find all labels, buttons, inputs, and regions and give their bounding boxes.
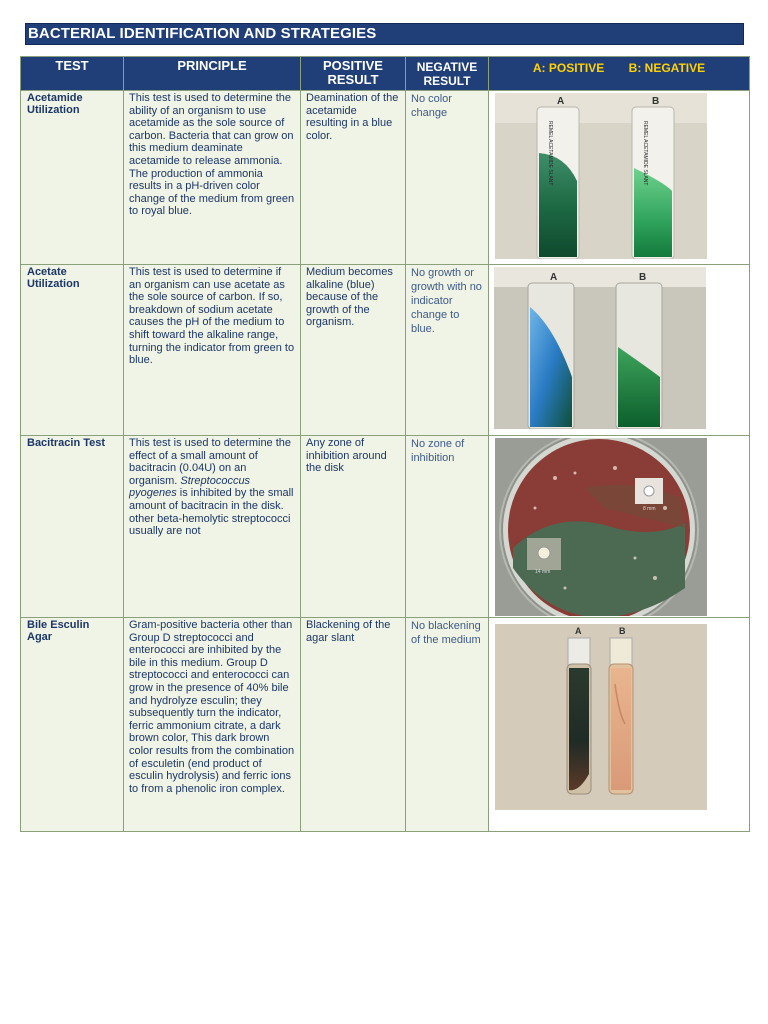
positive-result: Deamination of the acetamide resulting in a blue color. xyxy=(301,91,406,265)
zone-size-left: 14 mm xyxy=(535,569,551,575)
positive-result: Blackening of the agar slant xyxy=(301,618,406,832)
bile-esculin-tubes-photo xyxy=(495,624,707,810)
page-title: BACTERIAL IDENTIFICATION AND STRATEGIES xyxy=(25,23,744,45)
table-row xyxy=(21,265,750,436)
svg-text:REMEL ACETAMIDE SLANT: REMEL ACETAMIDE SLANT xyxy=(547,121,553,186)
table-row xyxy=(21,436,750,618)
tube-label-a: A xyxy=(557,96,565,107)
organism-name: Streptococcus pyogenes xyxy=(129,474,251,500)
test-name: Bacitracin Test xyxy=(21,436,124,618)
principle-text-2: is inhibited by the small amount of bacitracin in the disk. other beta-hemolytic streptococci usually are not xyxy=(129,487,294,538)
bacitracin-plate-photo xyxy=(495,438,707,616)
positive-result: Any zone of inhibition around the disk xyxy=(301,436,406,618)
zone-size-right: 8 mm xyxy=(643,506,656,512)
test-name: Bile Esculin Agar xyxy=(21,618,124,832)
table-row xyxy=(21,618,750,832)
test-name: Acetamide Utilization xyxy=(21,91,124,265)
acetate-tubes-photo xyxy=(494,267,706,429)
result-image-cell xyxy=(489,436,750,618)
header-image-legend xyxy=(489,57,750,91)
acetamide-tubes-photo xyxy=(495,93,707,259)
test-principle xyxy=(124,436,301,618)
tube-label-a: A xyxy=(550,272,558,283)
header-negative-result: NEGATIVE RESULT xyxy=(406,57,489,91)
tube-label-b: B xyxy=(639,272,647,283)
legend-a-positive: A: POSITIVE xyxy=(532,61,605,75)
positive-result: Medium becomes alkaline (blue) because of the growth of the organism. xyxy=(301,265,406,436)
header-positive-result: POSITIVE RESULT xyxy=(301,57,406,91)
bacterial-tests-table xyxy=(20,56,750,832)
legend-b-negative: B: NEGATIVE xyxy=(628,61,706,75)
result-image-cell xyxy=(489,91,750,265)
test-principle: This test is used to determine if an organism can use acetate as the sole source of carbon. If so, breakdown of sodium acetate causes the pH of the medium to shift toward the alkaline range, turning the indicator from green to blue. xyxy=(124,265,301,436)
table-row xyxy=(21,91,750,265)
svg-text:REMEL ACETAMIDE SLANT: REMEL ACETAMIDE SLANT xyxy=(642,121,648,186)
header-test: TEST xyxy=(21,57,124,91)
test-principle: Gram-positive bacteria other than Group D streptococci and enterococci are inhibited by the bile in this medium. Group D streptococci and enterococci can grow in the presence of 40% bile and hydrolyze esculin; they subsequently turn the indicator, ferric ammonium citrate, a dark brown color, This dark brown color results from the combination of esculetin (end product of esculin hydrolysis) and ferric ions to from a phenolic iron complex. xyxy=(124,618,301,832)
header-principle: PRINCIPLE xyxy=(124,57,301,91)
table-header-row xyxy=(21,57,750,91)
negative-result: No zone of inhibition xyxy=(406,436,489,618)
result-image-cell xyxy=(489,265,750,436)
test-name: Acetate Utilization xyxy=(21,265,124,436)
principle-text-1: This test is used to determine the effect of a small amount of bacitracin (0.04U) on an organism. xyxy=(129,437,292,487)
tube-label-b: B xyxy=(652,96,660,107)
result-image-cell xyxy=(489,618,750,832)
negative-result: No growth or growth with no indicator change to blue. xyxy=(406,265,489,436)
negative-result: No blackening of the medium xyxy=(406,618,489,832)
negative-result: No color change xyxy=(406,91,489,265)
tube-label-b: B xyxy=(619,626,626,636)
test-principle: This test is used to determine the ability of an organism to use acetamide as the sole source of carbon. Bacteria that can grow on this medium deaminate acetamide to release ammonia. The production of ammonia results in a pH-driven color change of the medium from green to royal blue. xyxy=(124,91,301,265)
tube-label-a: A xyxy=(575,626,582,636)
